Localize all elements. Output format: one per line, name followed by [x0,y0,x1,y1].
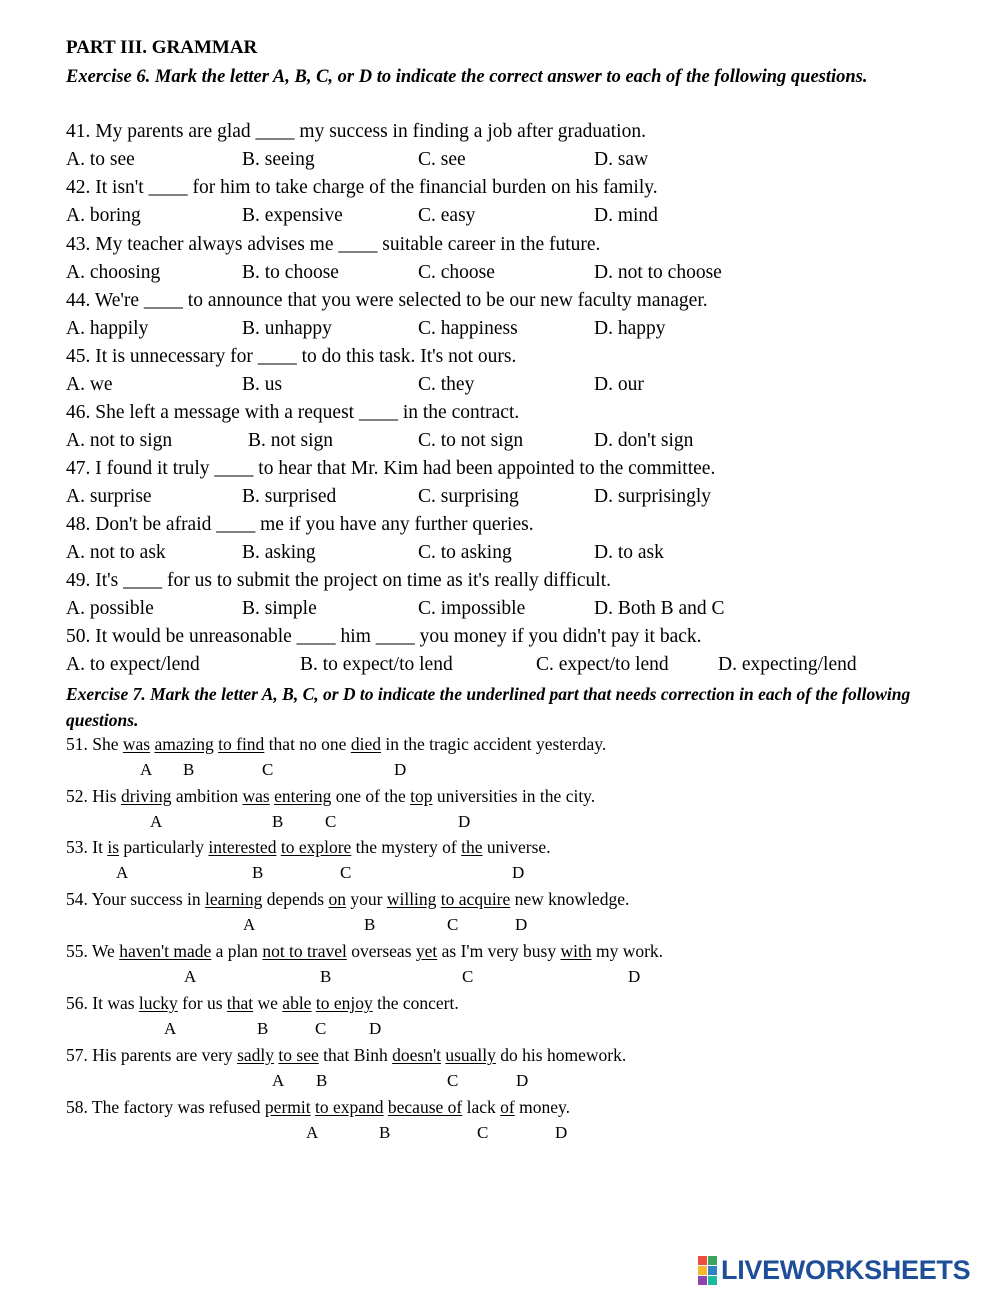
option-letter-d: D [369,1019,382,1038]
underlined-part[interactable]: amazing [154,734,214,754]
underlined-part[interactable]: on [328,889,346,909]
option-letter-d: D [555,1123,568,1142]
answer-option[interactable]: B. expensive [242,205,343,226]
question-stem: 47. I found it truly ____ to hear that Mr. Kim had been appointed to the committee. [66,458,716,479]
option-letter-c: C [447,915,459,934]
option-letter-c: C [340,863,352,882]
answer-option[interactable]: A. surprise [66,486,152,507]
sentence-text: do his homework. [495,1045,627,1065]
answer-option[interactable]: D. happy [594,318,666,339]
answer-option[interactable]: D. Both B and C [594,598,725,619]
sentence-text: that no one [264,734,351,754]
correction-sentence [66,786,595,807]
sentence-text: universe. [482,837,551,857]
answer-option[interactable]: A. boring [66,205,141,226]
question-stem: 44. We're ____ to announce that you were selected to be our new faculty manager. [66,290,708,311]
answer-option[interactable]: B. not sign [248,430,334,451]
correction-sentence [66,993,459,1014]
underlined-part[interactable]: not to travel [262,941,347,961]
sentence-text: 51. She [66,734,123,754]
logo-block [698,1276,707,1285]
answer-option[interactable]: A. not to sign [66,430,173,451]
logo-block [708,1256,717,1265]
sentence-text: the concert. [372,993,459,1013]
question-stem: 50. It would be unreasonable ____ him ____ you money if you didn't pay it back. [66,626,702,647]
sentence-text: 52. His [66,786,121,806]
option-letter-a: A [164,1019,177,1038]
answer-option[interactable]: A. we [66,374,113,395]
sentence-text: 56. It was [66,993,139,1013]
sentence-text: a plan [211,941,263,961]
answer-option[interactable]: D. to ask [594,542,664,563]
logo-block [698,1256,707,1265]
answer-option[interactable]: C. surprising [418,486,519,507]
answer-option[interactable]: A. choosing [66,262,161,283]
underlined-part[interactable]: top [410,786,433,806]
sentence-text: 54. Your success in [66,889,206,909]
sentence-text: universities in the city. [432,786,596,806]
question-stem: 48. Don't be afraid ____ me if you have any further queries. [66,514,534,535]
option-letter-c: C [315,1019,327,1038]
underlined-part[interactable]: lucky [138,993,178,1013]
underlined-part[interactable]: that [226,993,254,1013]
answer-option[interactable]: D. mind [594,205,658,226]
option-letter-d: D [512,863,525,882]
underlined-part[interactable]: to enjoy [315,993,373,1013]
answer-option[interactable]: C. choose [418,262,495,283]
answer-option[interactable]: B. unhappy [242,318,332,339]
correction-sentence [66,889,629,910]
answer-option[interactable]: A. to expect/lend [66,654,200,675]
option-letter-b: B [320,967,332,986]
logo-block [698,1266,707,1275]
answer-option[interactable]: A. possible [66,598,154,619]
answer-option[interactable]: A. happily [66,318,149,339]
underlined-part[interactable]: driving [120,786,172,806]
exercise6-instruction: Exercise 6. Mark the letter A, B, C, or D to indicate the correct answer to each of the following questions. [66,67,868,87]
option-letter-a: A [272,1071,285,1090]
underlined-part[interactable]: permit [264,1097,311,1117]
underlined-part[interactable]: to see [278,1045,319,1065]
underlined-part[interactable]: the [461,837,483,857]
sentence-text: 58. The factory was refused [66,1097,265,1117]
underlined-part[interactable]: able [282,993,312,1013]
underlined-part[interactable]: doesn't [392,1045,441,1065]
answer-option[interactable]: B. surprised [242,486,337,507]
answer-option[interactable]: B. to choose [242,262,339,283]
logo-block [708,1276,717,1285]
correction-sentence [66,837,551,858]
correction-sentence [66,1097,570,1118]
option-letter-c: C [262,760,274,779]
option-letter-a: A [243,915,256,934]
option-letter-b: B [252,863,264,882]
option-letter-b: B [364,915,376,934]
part-title: PART III. GRAMMAR [66,37,258,58]
answer-option[interactable]: D. don't sign [594,430,694,451]
underlined-part[interactable]: was [242,786,270,806]
sentence-text: that Binh [318,1045,393,1065]
sentence-text: your [346,889,387,909]
sentence-text: depends [262,889,329,909]
answer-option[interactable]: B. us [242,374,283,395]
option-letter-a: A [116,863,129,882]
logo-text: LIVEWORKSHEETS [721,1254,971,1285]
correction-sentence [66,734,606,755]
question-stem: 46. She left a message with a request ____ in the contract. [66,402,520,423]
answer-option[interactable]: C. to asking [418,542,512,563]
sentence-text: 53. It [66,837,108,857]
underlined-part[interactable]: because of [387,1097,463,1117]
underlined-part[interactable]: interested [208,837,277,857]
sentence-text: as I'm very busy [437,941,561,961]
sentence-text: particularly [119,837,209,857]
option-letter-a: A [140,760,153,779]
option-letter-b: B [379,1123,391,1142]
option-letter-b: B [257,1019,269,1038]
underlined-part[interactable]: willing [386,889,437,909]
answer-option[interactable]: B. seeing [242,149,315,170]
underlined-part[interactable]: entering [274,786,332,806]
sentence-text: the mystery of [351,837,462,857]
underlined-part[interactable]: learning [205,889,263,909]
question-stem: 41. My parents are glad ____ my success in finding a job after graduation. [66,121,646,142]
option-letter-b: B [272,812,284,831]
underlined-part[interactable]: usually [445,1045,496,1065]
answer-option[interactable]: B. simple [242,598,317,619]
answer-option[interactable]: D. saw [594,149,649,170]
underlined-part[interactable]: of [500,1097,515,1117]
question-stem: 42. It isn't ____ for him to take charge of the financial burden on his family. [66,177,658,198]
option-letter-b: B [183,760,195,779]
answer-option[interactable]: D. expecting/lend [718,654,857,675]
option-letter-a: A [150,812,163,831]
liveworksheets-logo [698,1255,970,1285]
option-letter-a: A [306,1123,319,1142]
option-letter-d: D [458,812,471,831]
sentence-text: for us [177,993,227,1013]
answer-option[interactable]: D. not to choose [594,262,722,283]
exercise7-instruction: Exercise 7. Mark the letter A, B, C, or D to indicate the underlined part that needs correction in each of the following questions. [66,684,911,730]
option-letter-d: D [394,760,407,779]
answer-option[interactable]: C. they [418,374,475,395]
option-letter-c: C [325,812,337,831]
answer-option[interactable]: B. to expect/to lend [300,654,453,675]
underlined-part[interactable]: sadly [237,1045,275,1065]
logo-block [708,1266,717,1275]
option-letter-c: C [477,1123,489,1142]
option-letter-b: B [316,1071,328,1090]
answer-option[interactable]: A. not to ask [66,542,166,563]
answer-option[interactable]: C. to not sign [418,430,524,451]
underlined-part[interactable]: died [350,734,381,754]
underlined-part[interactable]: to expand [314,1097,384,1117]
answer-option[interactable]: C. expect/to lend [536,654,669,675]
sentence-text: money. [514,1097,570,1117]
underlined-part[interactable]: yet [415,941,438,961]
sentence-text: overseas [346,941,416,961]
sentence-text: my work. [591,941,664,961]
answer-option[interactable]: C. impossible [418,598,526,619]
logo-blocks-icon [698,1256,717,1285]
underlined-part[interactable]: with [560,941,592,961]
sentence-text: 57. His parents are very [66,1045,238,1065]
correction-sentence [66,941,663,962]
answer-option[interactable]: D. surprisingly [594,486,711,507]
underlined-part[interactable]: was [122,734,151,754]
answer-option[interactable]: C. happiness [418,318,518,339]
option-letter-d: D [516,1071,529,1090]
answer-option[interactable]: A. to see [66,149,135,170]
sentence-text: we [253,993,283,1013]
sentence-text: new knowledge. [510,889,630,909]
answer-option[interactable]: D. our [594,374,644,395]
option-letter-a: A [184,967,197,986]
sentence-text: one of the [331,786,411,806]
answer-option[interactable]: C. easy [418,205,476,226]
option-letter-d: D [628,967,641,986]
sentence-text: 55. We [66,941,120,961]
sentence-text: lack [462,1097,501,1117]
underlined-part[interactable]: haven't made [119,941,212,961]
question-stem: 43. My teacher always advises me ____ suitable career in the future. [66,234,601,255]
option-letter-d: D [515,915,528,934]
option-letter-c: C [462,967,474,986]
underlined-part[interactable]: to explore [280,837,352,857]
underlined-part[interactable]: to find [218,734,265,754]
answer-option[interactable]: B. asking [242,542,316,563]
answer-option[interactable]: C. see [418,149,466,170]
underlined-part[interactable]: to acquire [440,889,511,909]
option-letter-c: C [447,1071,459,1090]
question-stem: 49. It's ____ for us to submit the project on time as it's really difficult. [66,570,612,591]
correction-sentence [66,1045,626,1066]
question-stem: 45. It is unnecessary for ____ to do this task. It's not ours. [66,346,517,367]
sentence-text: in the tragic accident yesterday. [380,734,607,754]
underlined-part[interactable]: is [107,837,120,857]
sentence-text: ambition [171,786,243,806]
